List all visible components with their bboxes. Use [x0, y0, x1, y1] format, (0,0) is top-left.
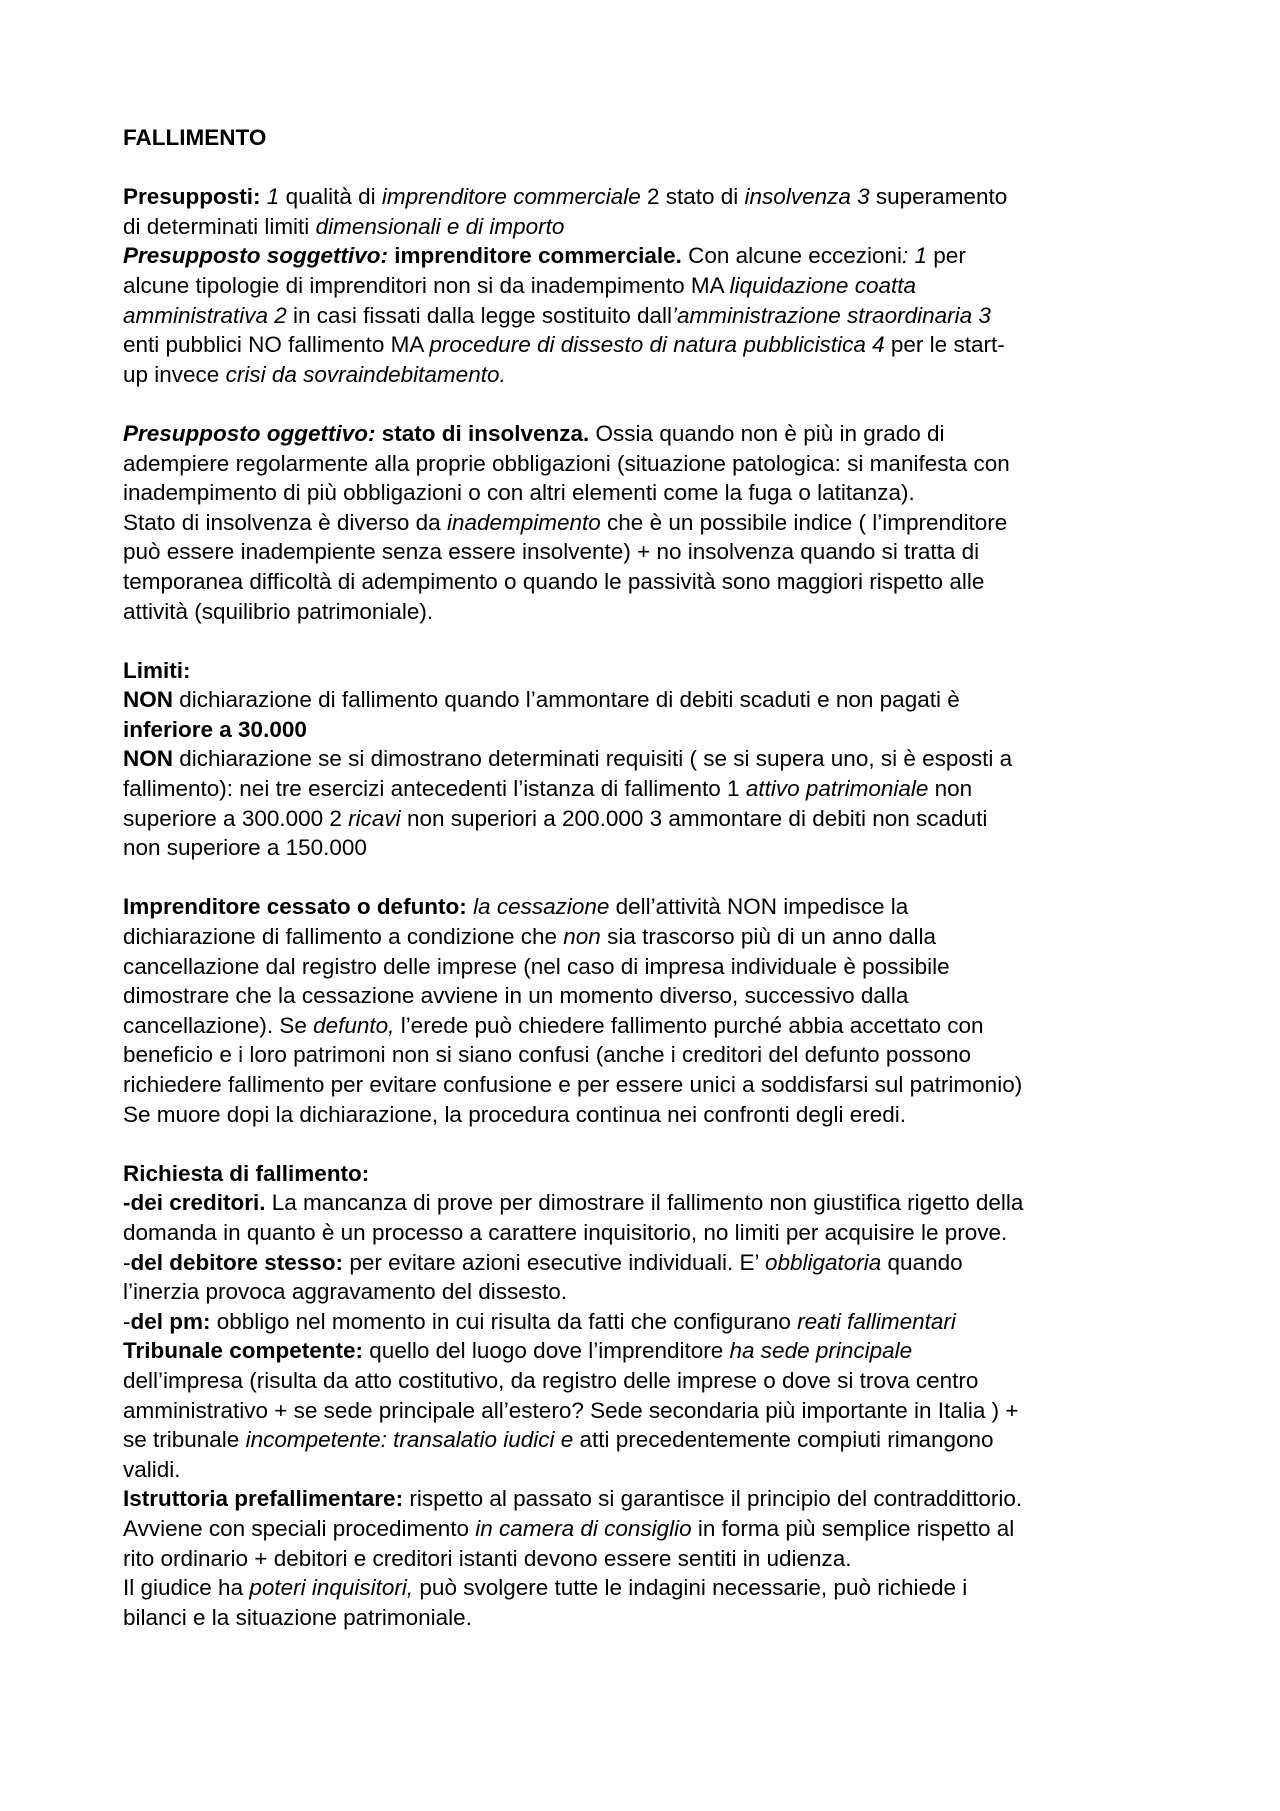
text-segment: dichiarazione di fallimento a condizione che — [123, 924, 564, 950]
text-line — [123, 892, 1173, 922]
text-segment: amministrativa 2 — [123, 302, 287, 328]
text-segment: defunto, — [313, 1012, 395, 1038]
text-segment: Tribunale competente: — [123, 1338, 364, 1364]
text-segment: ha sede principale — [729, 1338, 913, 1364]
text-segment: ’amministrazione straordinaria 3 — [672, 302, 991, 328]
paragraphs-container — [123, 182, 1173, 1632]
text-segment: Presupposto soggettivo: — [123, 243, 389, 269]
text-line — [123, 1366, 1173, 1396]
paragraph-gap — [123, 153, 1173, 183]
text-segment: enti pubblici NO fallimento MA — [123, 332, 430, 358]
document-body — [123, 123, 1173, 1632]
paragraph-richiesta-di-fallimento — [123, 1159, 1173, 1633]
text-segment: atti precedentemente compiuti rimangono — [573, 1427, 994, 1453]
text-segment: se tribunale — [123, 1427, 246, 1453]
text-segment: Presupposti: — [123, 184, 261, 210]
text-line — [123, 1188, 1173, 1218]
text-segment: può svolgere tutte le indagini necessarie, può richiede i — [413, 1575, 968, 1601]
text-line — [123, 1455, 1173, 1485]
text-segment: richiedere fallimento per evitare confusione e per essere unici a soddisfarsi sul patrimonio) — [123, 1072, 1023, 1097]
text-line — [123, 419, 1173, 449]
text-segment: fallimento): nei tre esercizi antecedenti l’istanza di fallimento 1 — [123, 776, 746, 802]
document-title: FALLIMENTO — [123, 125, 267, 150]
paragraph-imprenditore-cessato — [123, 892, 1173, 1129]
text-segment: imprenditore commerciale. — [388, 243, 682, 269]
text-line — [123, 833, 1173, 863]
text-segment: stato di insolvenza. — [375, 420, 590, 446]
text-line — [123, 1248, 1173, 1278]
text-segment: liquidazione coatta — [729, 272, 916, 298]
text-segment: beneficio e i loro patrimoni non si siano confusi (anche i creditori del defunto possono — [123, 1042, 972, 1068]
text-segment: quello del luogo dove l’imprenditore — [363, 1338, 730, 1364]
text-line — [123, 1425, 1173, 1455]
text-segment: incompetente: transalatio iudici e — [245, 1427, 574, 1453]
text-segment: obbligatoria — [764, 1249, 882, 1275]
text-segment: domanda in quanto è un processo a carattere inquisitorio, no limiti per acquisire le prove. — [123, 1219, 1008, 1245]
text-segment: attivo patrimoniale — [745, 776, 929, 802]
text-line — [123, 241, 1173, 271]
text-segment: l’inerzia provoca aggravamento del dissesto. — [123, 1279, 567, 1305]
text-line — [123, 1484, 1173, 1514]
text-segment: dell’attività NON impedisce la — [609, 894, 909, 920]
text-line — [123, 1514, 1173, 1544]
text-line — [123, 182, 1173, 212]
text-segment: reati fallimentari — [797, 1308, 956, 1334]
text-line — [123, 715, 1173, 745]
text-segment: quando — [881, 1249, 963, 1275]
text-segment: dell’impresa (risulta da atto costitutivo, da registro delle imprese o dove si trova centro — [123, 1367, 979, 1393]
text-line — [123, 656, 1173, 686]
text-segment: non — [928, 776, 973, 802]
text-segment: del pm: — [130, 1308, 211, 1334]
text-segment: inadempimento — [446, 509, 601, 535]
text-segment: up invece — [123, 361, 226, 387]
text-segment: in forma più semplice rispetto al — [691, 1515, 1015, 1541]
text-segment: : 1 — [902, 243, 928, 269]
text-segment: La mancanza di prove per dimostrare il fallimento non giustifica rigetto della — [265, 1190, 1024, 1216]
text-segment: ricavi — [348, 805, 401, 831]
text-line — [123, 981, 1173, 1011]
text-segment: crisi da sovraindebitamento. — [225, 361, 506, 387]
text-segment: dimensionali e di importo — [315, 213, 565, 239]
text-segment: dimostrare che la cessazione avviene in un momento diverso, successivo dalla — [123, 983, 909, 1009]
text-segment: inadempimento di più obbligazioni o con altri elementi come la fuga o latitanza). — [123, 480, 915, 506]
text-segment: Presupposto oggettivo: — [123, 420, 376, 446]
text-segment: attività (squilibrio patrimoniale). — [123, 598, 434, 624]
text-segment: obbligo nel momento in cui risulta da fatti che configurano — [210, 1308, 798, 1334]
text-segment: -dei creditori. — [123, 1190, 266, 1216]
text-segment: non superiore a 150.000 — [123, 835, 367, 861]
text-segment: insolvenza 3 — [744, 184, 870, 210]
text-line — [123, 1544, 1173, 1574]
paragraph-limiti — [123, 656, 1173, 863]
text-segment: dichiarazione se si dimostrano determinati requisiti ( se si supera uno, si è esposti a — [173, 746, 1013, 772]
text-segment: per evitare azioni esecutive individuali. E’ — [343, 1249, 765, 1275]
text-segment: temporanea difficoltà di adempimento o quando le passività sono maggiori rispetto alle — [123, 568, 985, 594]
text-segment: sia trascorso più di un anno dalla — [600, 924, 937, 950]
text-segment: poteri inquisitori, — [249, 1575, 414, 1601]
text-segment: qualità di — [279, 184, 382, 210]
text-line — [123, 1070, 1173, 1100]
text-line — [123, 1100, 1173, 1130]
text-line — [123, 774, 1173, 804]
text-segment: per — [927, 243, 966, 269]
text-segment: Istruttoria prefallimentare: — [123, 1486, 404, 1512]
text-line — [123, 1573, 1173, 1603]
paragraph-presupposti — [123, 182, 1173, 389]
text-segment: dichiarazione di fallimento quando l’ammontare di debiti scaduti e non pagati è — [173, 687, 960, 713]
text-segment: validi. — [123, 1456, 181, 1482]
text-segment: Imprenditore cessato o defunto: — [123, 894, 467, 920]
text-segment: Stato di insolvenza è diverso da — [123, 509, 447, 535]
text-segment: del debitore stesso: — [130, 1249, 344, 1275]
text-segment: adempiere regolarmente alla proprie obbligazioni (situazione patologica: si manifesta con — [123, 450, 1010, 476]
text-segment: non — [563, 924, 601, 950]
text-segment: - — [123, 1249, 131, 1275]
text-segment: può essere inadempiente senza essere insolvente) + no insolvenza quando si tratta di — [123, 539, 980, 565]
text-line — [123, 1159, 1173, 1189]
text-segment: 2 stato di — [640, 184, 745, 210]
paragraph-gap — [123, 389, 1173, 419]
text-segment: cancellazione dal registro delle imprese (nel caso di impresa individuale è possibile — [123, 953, 950, 979]
text-segment: rito ordinario + debitori e creditori istanti devono essere sentiti in udienza. — [123, 1545, 852, 1571]
paragraph-gap — [123, 1129, 1173, 1159]
text-line — [123, 685, 1173, 715]
text-segment: bilanci e la situazione patrimoniale. — [123, 1604, 472, 1630]
text-segment: inferiore a 30.000 — [123, 716, 307, 742]
text-line — [123, 330, 1173, 360]
text-segment: rispetto al passato si garantisce il principio del contraddittorio. — [403, 1486, 1023, 1512]
text-segment: in camera di consiglio — [475, 1515, 692, 1541]
text-segment: per le start- — [884, 332, 1005, 358]
text-segment: 1 — [266, 184, 280, 210]
paragraph-presupposto-oggettivo — [123, 419, 1173, 626]
text-line — [123, 508, 1173, 538]
text-line — [123, 301, 1173, 331]
text-segment: alcune tipologie di imprenditori non si da inadempimento MA — [123, 272, 730, 298]
text-line — [123, 922, 1173, 952]
text-segment: Ossia quando non è più in grado di — [589, 420, 945, 446]
text-segment: Il giudice ha — [123, 1575, 250, 1601]
text-segment: che è un possibile indice ( l’imprenditore — [600, 509, 1008, 535]
text-line — [123, 1277, 1173, 1307]
text-segment: - — [123, 1308, 131, 1334]
text-line — [123, 597, 1173, 627]
text-line — [123, 1307, 1173, 1337]
text-line — [123, 212, 1173, 242]
text-line — [123, 1396, 1173, 1426]
paragraph-gap — [123, 626, 1173, 656]
text-line — [123, 1603, 1173, 1633]
text-segment: amministrativo + se sede principale all’estero? Sede secondaria più importante in Italia ) + — [123, 1397, 1019, 1423]
text-line — [123, 567, 1173, 597]
text-line — [123, 537, 1173, 567]
text-segment: la cessazione — [473, 894, 610, 920]
text-line — [123, 1336, 1173, 1366]
text-segment: di determinati limiti — [123, 213, 316, 239]
text-line — [123, 1011, 1173, 1041]
text-line — [123, 952, 1173, 982]
text-line — [123, 1218, 1173, 1248]
text-segment: cancellazione). Se — [123, 1012, 314, 1038]
text-segment: superamento — [869, 184, 1008, 210]
paragraph-gap — [123, 863, 1173, 893]
text-segment: l’erede può chiedere fallimento purché abbia accettato con — [394, 1012, 984, 1038]
text-segment: procedure di dissesto di natura pubblicistica 4 — [429, 332, 885, 358]
text-segment: in casi fissati dalla legge sostituito dall — [286, 302, 672, 328]
text-segment: Con alcune eccezioni — [681, 243, 903, 269]
text-line — [123, 804, 1173, 834]
text-segment: non superiori a 200.000 3 ammontare di debiti non scaduti — [400, 805, 988, 831]
text-segment: Limiti: — [123, 657, 191, 683]
text-line — [123, 1040, 1173, 1070]
text-segment: superiore a 300.000 2 — [123, 805, 349, 831]
text-segment: Se muore dopi la dichiarazione, la procedura continua nei confronti degli eredi. — [123, 1101, 906, 1127]
text-segment: NON — [123, 687, 173, 713]
text-line — [123, 360, 1173, 390]
text-segment: Avviene con speciali procedimento — [123, 1515, 476, 1541]
text-line — [123, 449, 1173, 479]
text-line — [123, 478, 1173, 508]
text-line — [123, 744, 1173, 774]
text-segment: NON — [123, 746, 173, 772]
text-segment: imprenditore commerciale — [381, 184, 641, 210]
text-line — [123, 271, 1173, 301]
text-segment: Richiesta di fallimento: — [123, 1160, 370, 1186]
